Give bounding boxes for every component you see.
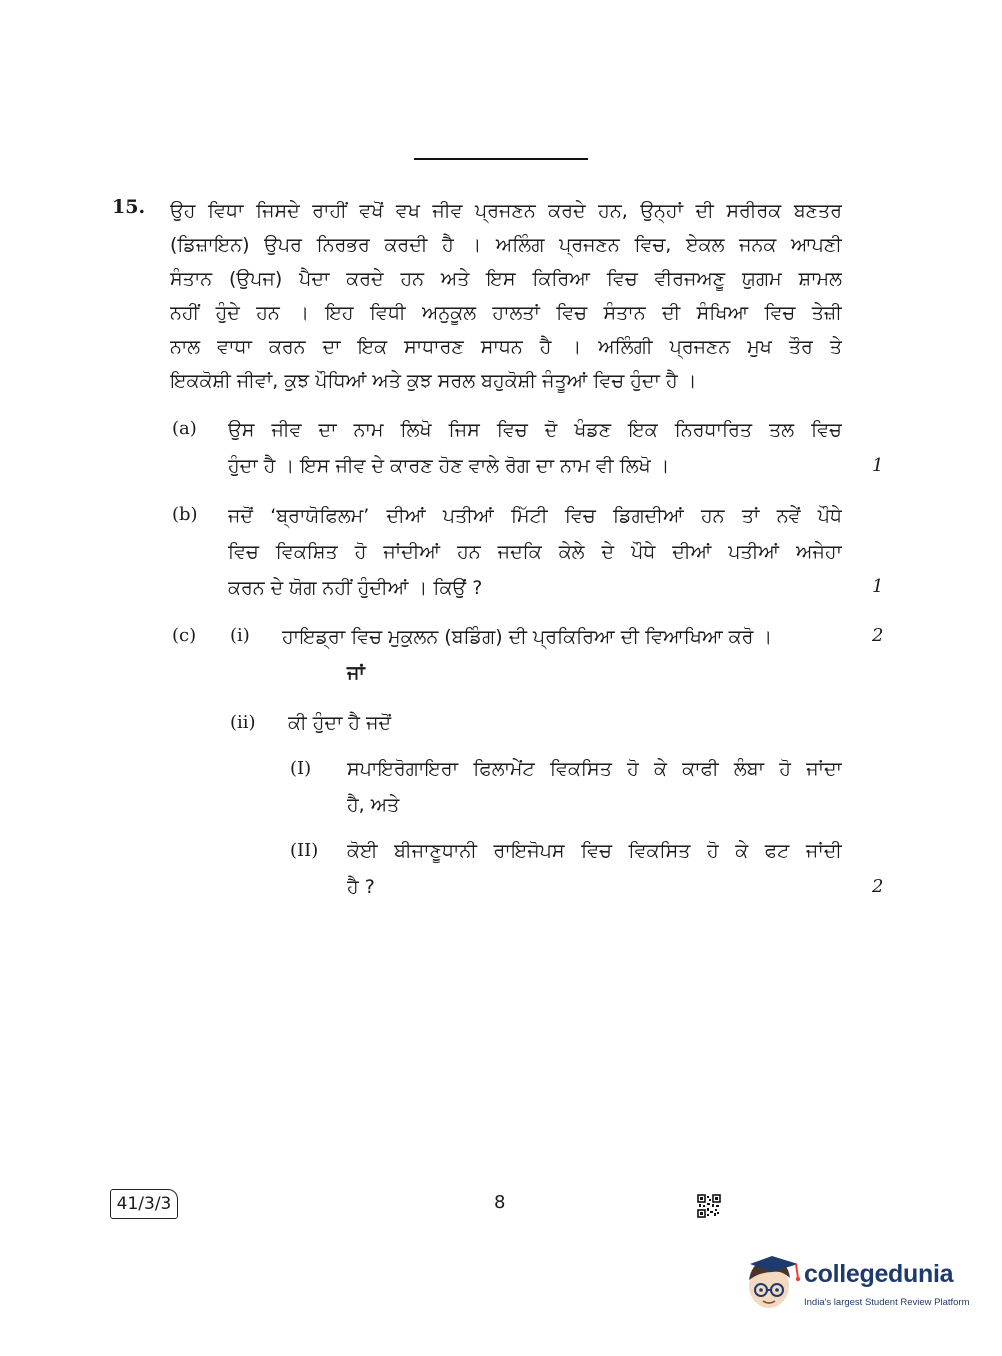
part-c-ii-II-line: ਹੈ ? [347, 876, 375, 898]
part-a-marks: 1 [872, 455, 884, 476]
part-c-ii-label: (ii) [230, 712, 256, 733]
or-separator: ਜਾਂ [347, 662, 365, 684]
part-b-marks: 1 [872, 576, 884, 597]
part-a-line: ਉਸ ਜੀਵ ਦਾ ਨਾਮ ਲਿਖੋ ਜਿਸ ਵਿਚ ਦੋ ਖੰਡਣ ਇਕ ਨਿਰਧਾਰਿਤ ਤਲ ਵਿਚ [228, 419, 842, 441]
part-c-label: (c) [172, 625, 197, 646]
paper-code: 41/3/3 [110, 1189, 178, 1219]
part-c-ii-II-label: (II) [290, 840, 319, 861]
part-c-i-text [282, 619, 842, 655]
part-c-i-label: (i) [230, 625, 250, 646]
part-c-ii-marks: 2 [872, 876, 884, 897]
part-c-ii-I-line: ਹੈ, ਅਤੇ [347, 794, 400, 816]
part-c-ii-I-label: (I) [290, 758, 312, 779]
passage-line: ਨਾਲ ਵਾਧਾ ਕਰਨ ਦਾ ਇਕ ਸਾਧਾਰਣ ਸਾਧਨ ਹੈ । ਅਲਿੰਗੀ ਪ੍ਰਜਣਨ ਮੁਖ ਤੌਰ ਤੇ [170, 336, 842, 358]
part-b-label: (b) [172, 504, 198, 525]
part-c-ii-line: ਕੀ ਹੁੰਦਾ ਹੈ ਜਦੋਂ [288, 712, 392, 734]
part-c-ii-I-text [347, 751, 842, 823]
part-a-line: ਹੁੰਦਾ ਹੈ । ਇਸ ਜੀਵ ਦੇ ਕਾਰਣ ਹੋਣ ਵਾਲੇ ਰੋਗ ਦਾ ਨਾਮ ਵੀ ਲਿਖੋ । [228, 455, 670, 477]
question-passage [170, 194, 842, 398]
part-a-label: (a) [172, 418, 197, 439]
passage-line: ਨਹੀਂ ਹੁੰਦੇ ਹਨ । ਇਹ ਵਿਧੀ ਅਨੁਕੂਲ ਹਾਲਤਾਂ ਵਿਚ ਸੰਤਾਨ ਦੀ ਸੰਖਿਆ ਵਿਚ ਤੇਜ਼ੀ [170, 302, 842, 324]
part-b-line: ਵਿਚ ਵਿਕਸ਼ਿਤ ਹੋ ਜਾਂਦੀਆਂ ਹਨ ਜਦਕਿ ਕੇਲੇ ਦੇ ਪੌਧੇ ਦੀਆਂ ਪਤੀਆਂ ਅਜੇਹਾ [228, 541, 842, 563]
part-a-text [228, 412, 842, 484]
collegedunia-logo [742, 1248, 972, 1318]
qr-code-icon [697, 1194, 721, 1218]
part-b-line: ਜਦੋਂ ‘ਬ੍ਰਾਯੋਫਿਲਮ’ ਦੀਆਂ ਪਤੀਆਂ ਮਿੱਟੀ ਵਿਚ ਡਿਗਦੀਆਂ ਹਨ ਤਾਂ ਨਵੇਂ ਪੌਧੇ [228, 505, 842, 527]
logo-wordmark: collegedunia [804, 1260, 954, 1288]
passage-line: ਉਹ ਵਿਧਾ ਜਿਸਦੇ ਰਾਹੀਂ ਵਖੋਂ ਵਖ ਜੀਵ ਪ੍ਰਜਣਨ ਕਰਦੇ ਹਨ, ਉਨ੍ਹਾਂ ਦੀ ਸਰੀਰਕ ਬਣਤਰ [170, 200, 842, 222]
part-b-text [228, 498, 842, 606]
mascot-icon [742, 1248, 804, 1318]
top-divider [414, 158, 588, 160]
part-b-line: ਕਰਨ ਦੇ ਯੋਗ ਨਹੀਂ ਹੁੰਦੀਆਂ । ਕਿਉਂ ? [228, 577, 483, 599]
passage-line: ਸੰਤਾਨ (ਉਪਜ) ਪੈਦਾ ਕਰਦੇ ਹਨ ਅਤੇ ਇਸ ਕਿਰਿਆ ਵਿਚ ਵੀਰਜਅਣੂ ਯੁਗਮ ਸ਼ਾਮਲ [170, 268, 842, 290]
part-c-i-line: ਹਾਇਡ੍ਰਾ ਵਿਚ ਮੁਕੁਲਨ (ਬਡਿੰਗ) ਦੀ ਪ੍ਰਕਿਰਿਆ ਦੀ ਵਿਆਖਿਆ ਕਰੋ । [282, 626, 773, 648]
part-c-ii-text [288, 705, 842, 741]
part-c-ii-II-line: ਕੋਈ ਬੀਜਾਣੂਧਾਨੀ ਰਾਇਜੋਪਸ ਵਿਚ ਵਿਕਸਿਤ ਹੋ ਕੇ ਫਟ ਜਾਂਦੀ [347, 840, 842, 862]
page-number: 8 [494, 1192, 506, 1213]
part-c-ii-II-text [347, 833, 842, 905]
part-c-ii-I-line: ਸਪਾਇਰੋਗਾਇਰਾ ਫਿਲਾਮੇਂਟ ਵਿਕਸਿਤ ਹੋ ਕੇ ਕਾਫੀ ਲੰਬਾ ਹੋ ਜਾਂਦਾ [347, 758, 842, 780]
part-c-i-marks: 2 [872, 625, 884, 646]
passage-line: ਇਕਕੋਸ਼ੀ ਜੀਵਾਂ, ਕੁਝ ਪੌਧਿਆਂ ਅਤੇ ਕੁਝ ਸਰਲ ਬਹੁਕੋਸ਼ੀ ਜੰਤੂਆਂ ਵਿਚ ਹੁੰਦਾ ਹੈ । [170, 370, 697, 392]
question-number: 15. [112, 196, 146, 218]
logo-tagline: India's largest Student Review Platform [804, 1297, 970, 1308]
passage-line: (ਡਿਜ਼ਾਇਨ) ਉਪਰ ਨਿਰਭਰ ਕਰਦੀ ਹੈ । ਅਲਿੰਗ ਪ੍ਰਜਣਨ ਵਿਚ, ਏਕਲ ਜਨਕ ਆਪਣੀ [170, 234, 842, 256]
